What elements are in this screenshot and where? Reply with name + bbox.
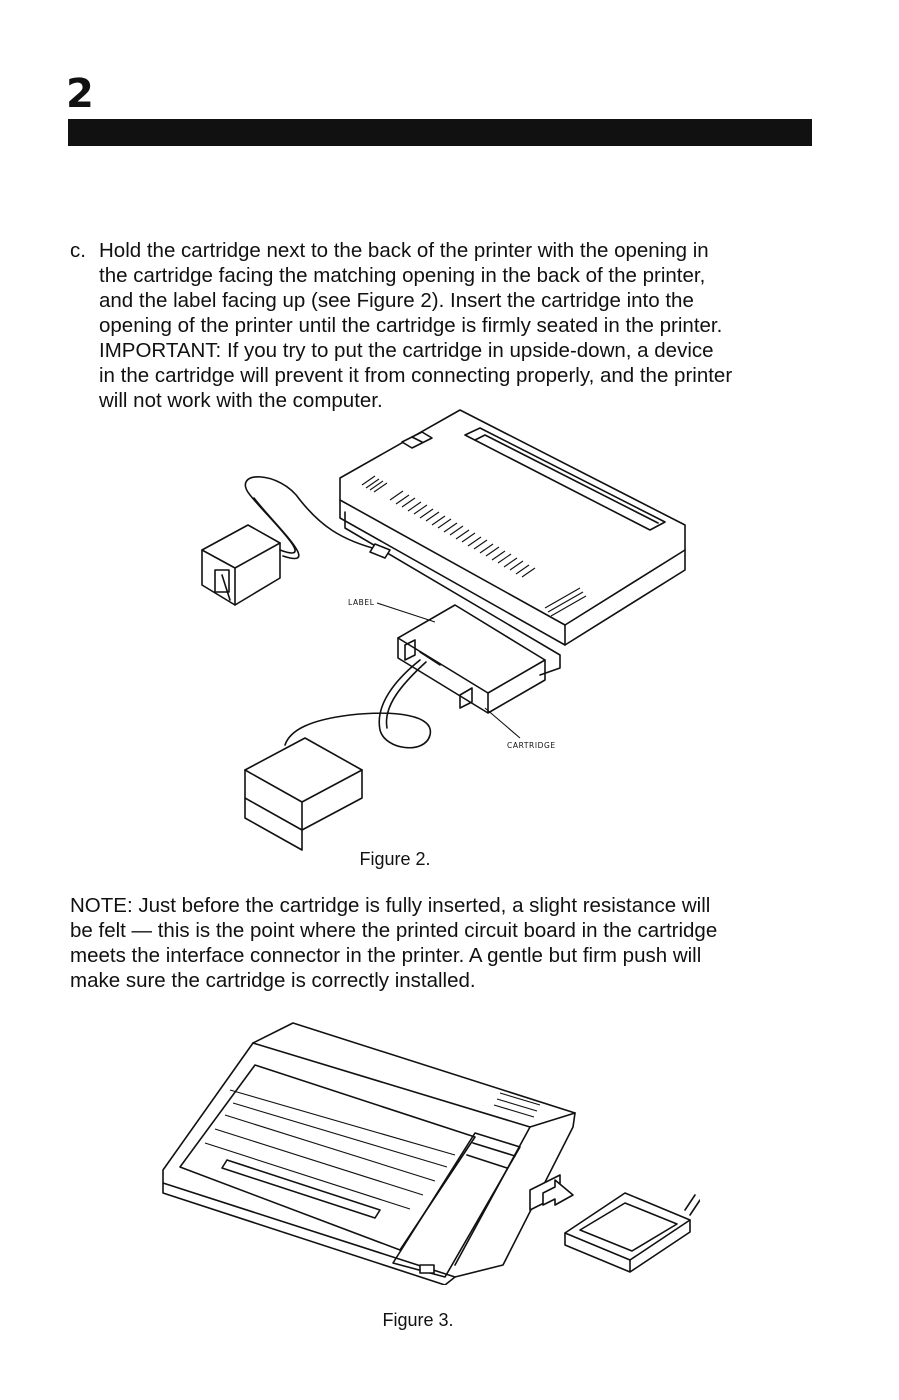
note-line: be felt — this is the point where the printed circuit board in the cartridge — [70, 919, 718, 942]
step-text — [99, 238, 830, 413]
label-callout-line — [377, 603, 435, 622]
cartridge-callout-line — [485, 708, 520, 738]
step-line: IMPORTANT: If you try to put the cartridge in upside-down, a device — [99, 339, 714, 362]
note-paragraph — [70, 893, 810, 993]
note-line: meets the interface connector in the printer. A gentle but firm push will — [70, 944, 702, 967]
power-switch-icon — [420, 1265, 434, 1273]
interface-cartridge — [398, 605, 545, 693]
note-line: NOTE: Just before the cartridge is fully inserted, a slight resistance will — [70, 894, 711, 917]
figure-3-computer-illustration — [155, 1015, 700, 1285]
cartridge-callout: CARTRIDGE — [507, 741, 556, 750]
label-callout: LABEL — [348, 598, 375, 607]
figure-3-caption: Figure 3. — [382, 1310, 454, 1330]
step-line: will not work with the computer. — [99, 389, 383, 412]
note-line: make sure the cartridge is correctly installed. — [70, 969, 476, 992]
page-number: 2 — [66, 71, 94, 117]
step-line: opening of the printer until the cartridge is firmly seated in the printer. — [99, 314, 723, 337]
chapter-header-bar — [68, 119, 812, 146]
step-line: the cartridge facing the matching opening in the back of the printer, — [99, 264, 706, 287]
cartridge-cable — [285, 660, 430, 748]
step-line: and the label facing up (see Figure 2). Insert the cartridge into the — [99, 289, 694, 312]
step-line: in the cartridge will prevent it from connecting properly, and the printer — [99, 364, 733, 387]
figure-2-caption: Figure 2. — [359, 849, 431, 869]
printer-body — [340, 410, 685, 625]
step-marker: c. — [70, 239, 86, 262]
figure-2-printer-illustration — [180, 400, 720, 880]
instruction-step-c — [70, 238, 830, 413]
cable-connector — [245, 738, 362, 830]
step-line: Hold the cartridge next to the back of the printer with the opening in — [99, 239, 709, 262]
